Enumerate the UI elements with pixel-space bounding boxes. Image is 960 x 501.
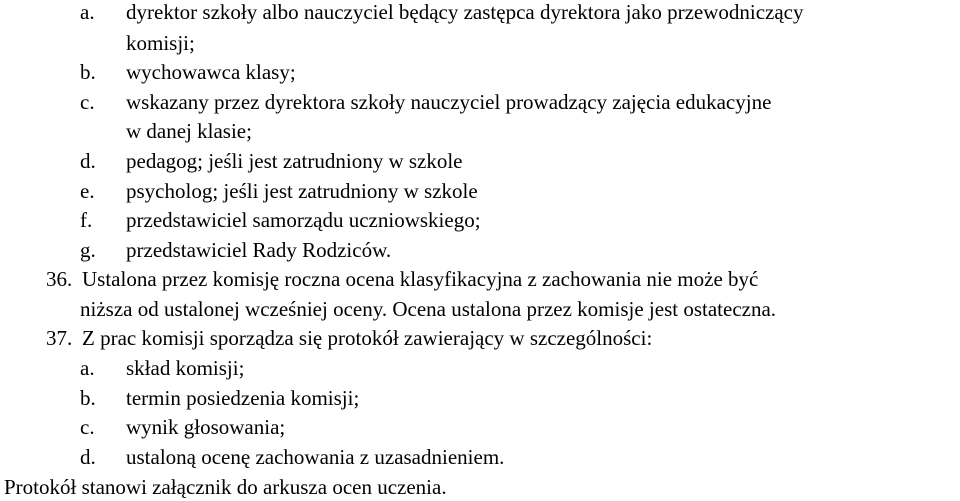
list-item-text: dyrektor szkoły albo nauczyciel będący zastępca dyrektora jako przewodniczący xyxy=(126,0,804,24)
list-item-text: skład komisji; xyxy=(126,356,245,380)
list-marker: a. xyxy=(80,0,95,24)
list-marker: d. xyxy=(80,445,96,469)
list-item-text: psycholog; jeśli jest zatrudniony w szkole xyxy=(126,179,478,203)
list-marker: d. xyxy=(80,149,96,173)
list-item-text: wynik głosowania; xyxy=(126,415,286,439)
list-item-text: w danej klasie; xyxy=(126,119,252,143)
paragraph-text: niższa od ustalonej wcześniej oceny. Ocena ustalona przez komisje jest ostateczna. xyxy=(80,297,777,321)
closing-sentence xyxy=(4,472,447,501)
closing-text: Protokół stanowi załącznik do arkusza ocen uczenia. xyxy=(4,475,447,499)
paragraph-text: Ustalona przez komisję roczna ocena klasyfikacyjna z zachowania nie może być xyxy=(82,267,759,291)
paragraph-number: 36. xyxy=(46,267,73,291)
list-marker: b. xyxy=(80,60,96,84)
list-item-text: wskazany przez dyrektora szkoły nauczyciel prowadzący zajęcia edukacyjne xyxy=(126,90,772,114)
list-item-text: przedstawiciel samorządu uczniowskiego; xyxy=(126,208,481,232)
list-marker: f. xyxy=(80,208,93,232)
list-item-text: przedstawiciel Rady Rodziców. xyxy=(126,238,392,262)
list-item-a-continuation xyxy=(126,28,195,58)
paragraph-text: Z prac komisji sporządza się protokół zawierający w szczególności: xyxy=(82,326,653,350)
list-item-text: pedagog; jeśli jest zatrudniony w szkole xyxy=(126,149,463,173)
list-item-text: termin posiedzenia komisji; xyxy=(126,386,360,410)
list-item-text: ustaloną ocenę zachowania z uzasadnieniem. xyxy=(126,445,505,469)
list-marker: a. xyxy=(80,356,95,380)
list-marker: g. xyxy=(80,238,96,262)
paragraph-36-continuation xyxy=(80,294,776,324)
list-marker: c. xyxy=(80,415,95,439)
list-marker: b. xyxy=(80,386,96,410)
list-marker: e. xyxy=(80,179,95,203)
paragraph-number: 37. xyxy=(46,326,73,350)
list-marker: c. xyxy=(80,90,95,114)
list-item-text: wychowawca klasy; xyxy=(126,60,296,84)
list-item-text: komisji; xyxy=(126,31,195,55)
list-item-c-continuation xyxy=(126,116,252,146)
